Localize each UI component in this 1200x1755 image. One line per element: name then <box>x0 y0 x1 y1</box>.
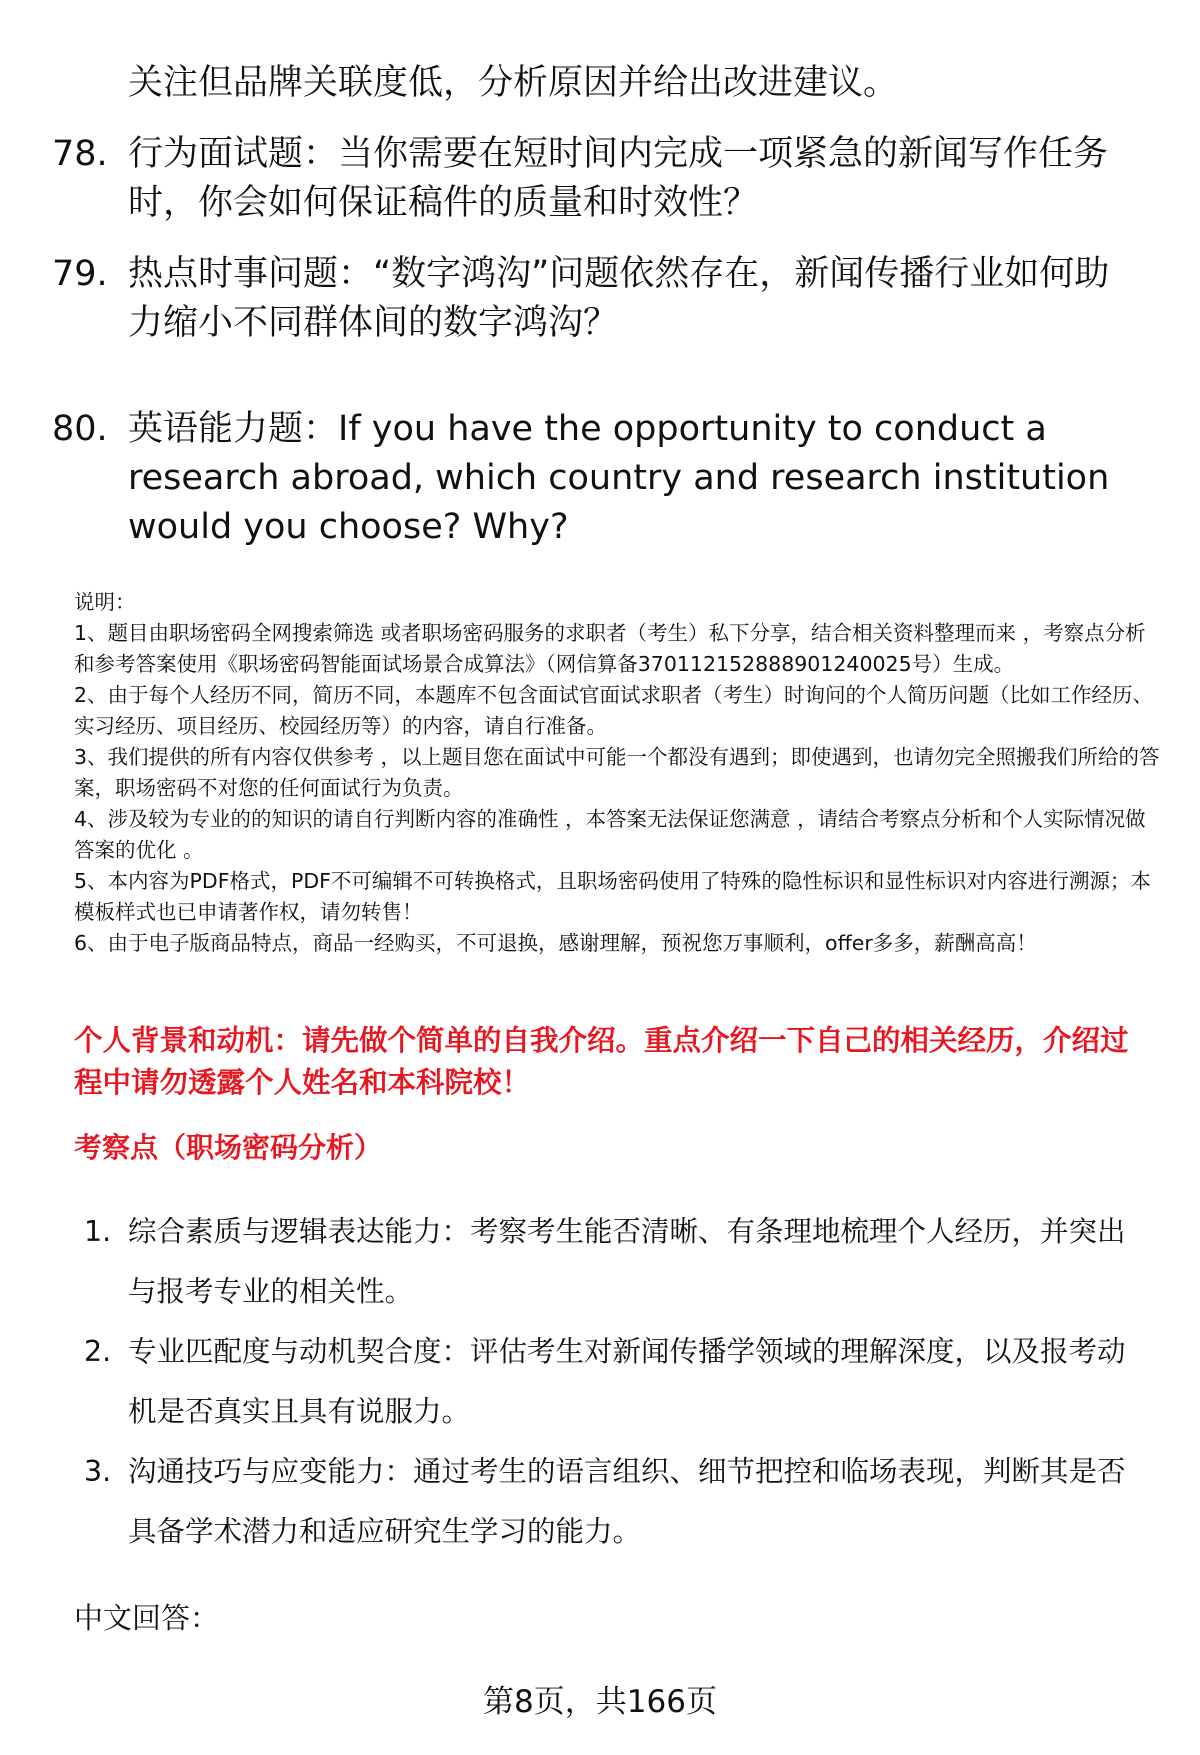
point-text: 专业匹配度与动机契合度：评估考生对新闻传播学领域的理解深度，以及报考动机是否真实且具有说服力。 <box>128 1335 1126 1428</box>
point-number: 2. <box>84 1335 112 1368</box>
question-text: 行为面试题：当你需要在短时间内完成一项紧急的新闻写作任务时，你会如何保证稿件的质量和时效性？ <box>128 134 1109 223</box>
background-question: 个人背景和动机：请先做个简单的自我介绍。重点介绍一下自己的相关经历，介绍过程中请勿透露个人姓名和本科院校！ <box>74 1024 1129 1099</box>
points-title: 考察点（职场密码分析） <box>74 1131 383 1164</box>
point-number: 1. <box>84 1215 112 1248</box>
note-item: 2、由于每个人经历不同，简历不同，本题库不包含面试官面试求职者（考生）时询问的个人简历问题（比如工作经历、实习经历、项目经历、校园经历等）的内容，请自行准备。 <box>74 683 1154 738</box>
point-number: 3. <box>84 1455 112 1488</box>
question-number: 78. <box>52 134 108 174</box>
question-number: 80. <box>52 409 108 449</box>
note-item: 6、由于电子版商品特点，商品一经购买，不可退换，感谢理解，预祝您万事顺利，offer多多，薪酬高高！ <box>74 931 1037 955</box>
question-number: 79. <box>52 254 108 294</box>
question-77-continuation: 关注但品牌关联度低，分析原因并给出改进建议。 <box>128 63 899 103</box>
notes-section <box>74 587 1164 959</box>
note-item: 5、本内容为PDF格式，PDF不可编辑不可转换格式，且职场密码使用了特殊的隐性标识和显性标识对内容进行溯源；本模板样式也已申请著作权，请勿转售！ <box>74 869 1151 924</box>
note-item: 3、我们提供的所有内容仅供参考 ，以上题目您在面试中可能一个都没有遇到；即使遇到，也请勿完全照搬我们所给的答案，职场密码不对您的任何面试行为负责。 <box>74 745 1160 800</box>
page-footer: 第8页，共166页 <box>483 1684 717 1720</box>
point-text: 综合素质与逻辑表达能力：考察考生能否清晰、有条理地梳理个人经历，并突出与报考专业的相关性。 <box>128 1215 1126 1308</box>
note-item: 4、涉及较为专业的的知识的请自行判断内容的准确性 ，本答案无法保证您满意 ，请结合考察点分析和个人实际情况做答案的优化 。 <box>74 807 1146 862</box>
point-text: 沟通技巧与应变能力：通过考生的语言组织、细节把控和临场表现，判断其是否具备学术潜力和适应研究生学习的能力。 <box>128 1455 1126 1548</box>
chinese-answer-label: 中文回答： <box>74 1601 220 1635</box>
note-item: 1、题目由职场密码全网搜索筛选 或者职场密码服务的求职者（考生）私下分享，结合相关资料整理而来 ，考察点分析和参考答案使用《职场密码智能面试场景合成算法》（网信算备370112152888901240025号）生成。 <box>74 621 1146 676</box>
notes-title: 说明： <box>74 590 136 614</box>
question-text: 热点时事问题：“数字鸿沟”问题依然存在，新闻传播行业如何助力缩小不同群体间的数字鸿沟？ <box>128 254 1110 343</box>
question-text: 英语能力题：If you have the opportunity to conduct a research abroad, which country and research institution would you choose? Why? <box>128 409 1110 547</box>
